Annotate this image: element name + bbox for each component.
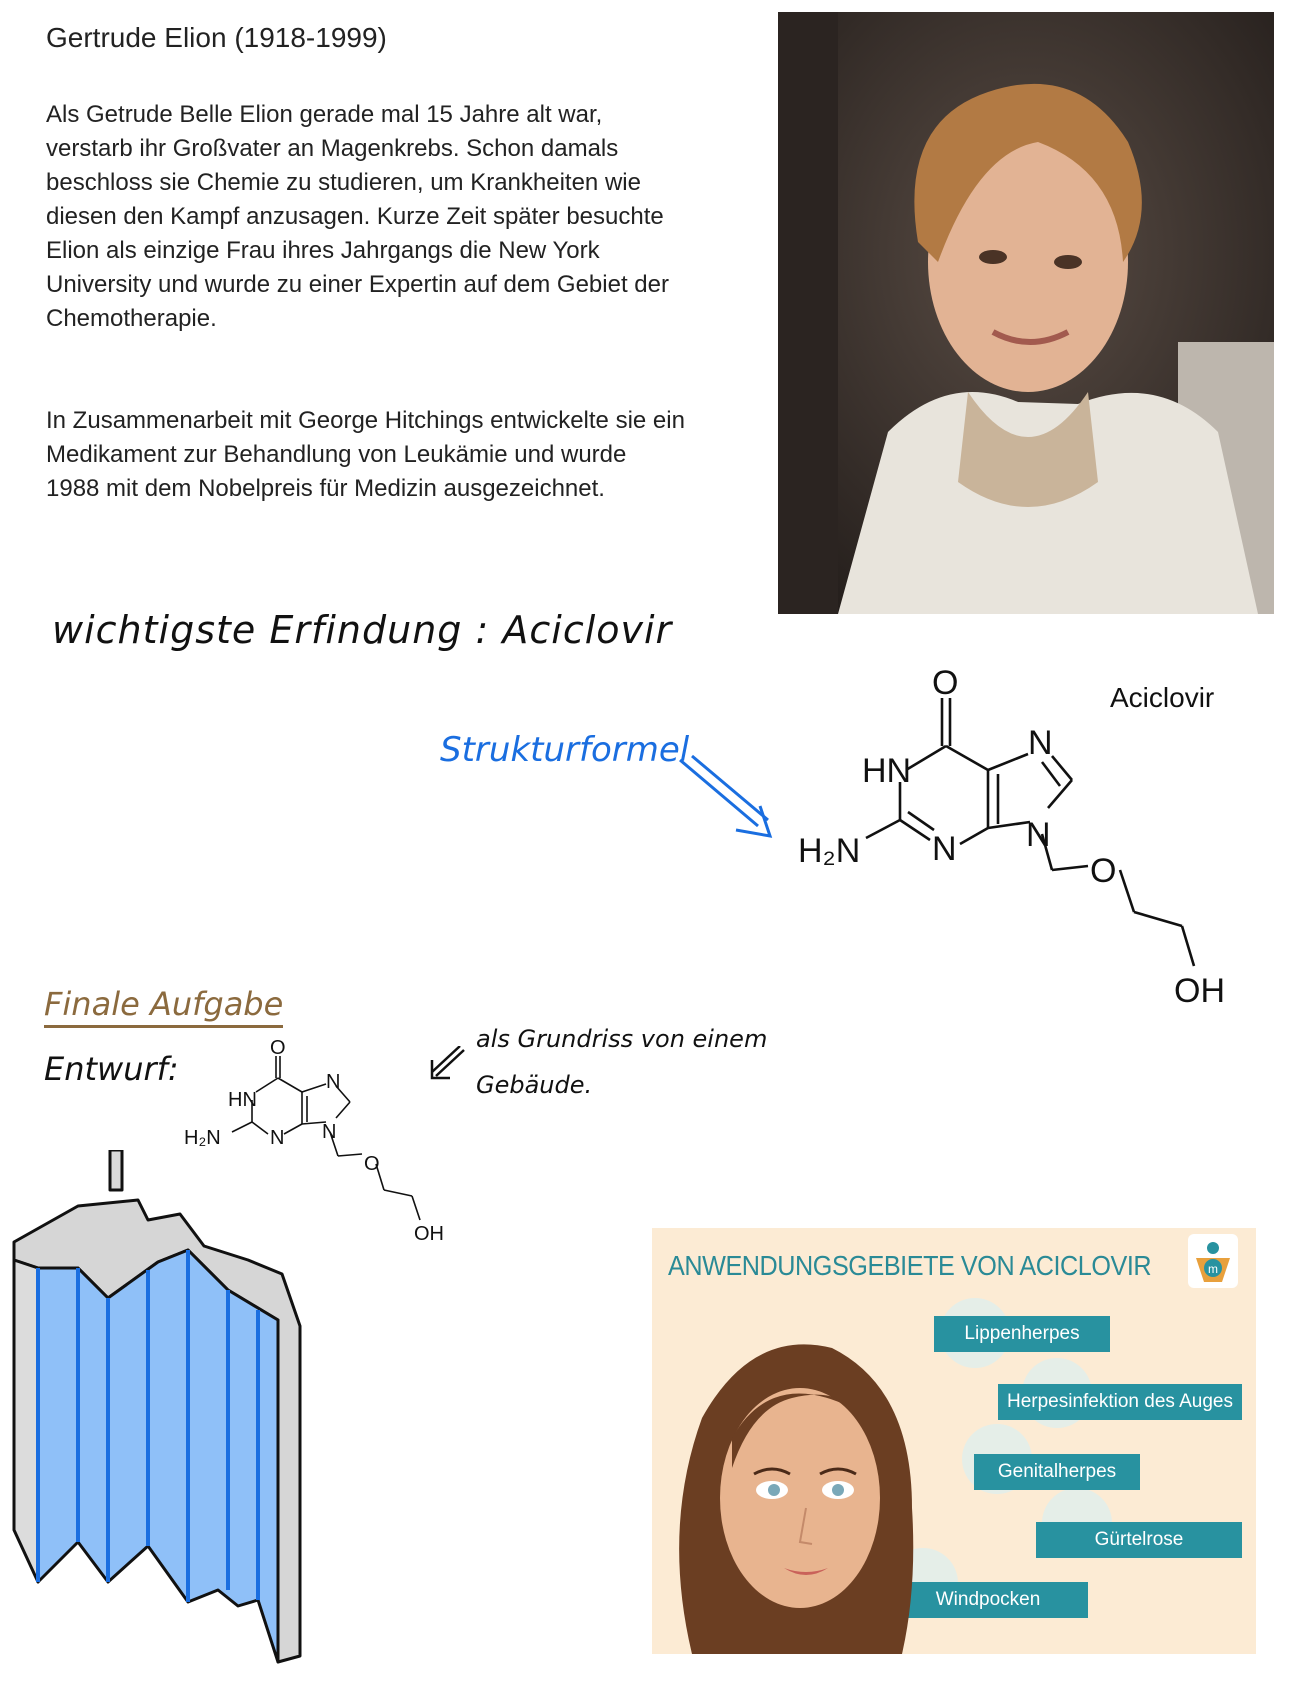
face-illustration (662, 1328, 922, 1654)
atom-label: O (932, 670, 959, 702)
structure-note: Strukturformel (440, 730, 690, 770)
panel-title: ANWENDUNGSGEBIETE VON ACICLOVIR (668, 1250, 1152, 1281)
building-sketch (8, 1150, 338, 1680)
application-item: Lippenherpes (934, 1316, 1110, 1352)
application-item: Gürtelrose (1036, 1522, 1242, 1558)
application-item: Herpesinfektion des Auges (998, 1384, 1242, 1420)
finale-heading: Finale Aufgabe (44, 985, 283, 1028)
arrow-icon (676, 754, 776, 840)
biography-paragraph-2: In Zusammenarbeit mit George Hitchings entwickelte sie ein Medikament zur Behandlung von Leukämie und wurde 1988 mit dem Nobelpreis für Medizin ausgezeichnet. (46, 407, 685, 502)
atom-label: N (322, 1121, 337, 1143)
atom-label: N (1028, 724, 1053, 762)
atom-label: H₂N (184, 1127, 221, 1149)
biography-paragraph-1: Als Getrude Belle Elion gerade mal 15 Jahre alt war, verstarb ihr Großvater an Magenkrebs. Schon damals beschloss sie Chemie zu studieren, um Krankheiten wie diesen den Kampf anzusagen. Kurze Zeit später besuchte Elion als einzige Frau ihres Jahrgangs die New York University und wurde zu einer Expertin auf dem Gebiet der Chemotherapie. (46, 101, 669, 332)
atom-label: HN (862, 752, 912, 790)
atom-label: OH (414, 1223, 444, 1245)
application-areas-panel (652, 1228, 1256, 1654)
atom-label: N (932, 830, 957, 868)
application-item: Genitalherpes (974, 1454, 1140, 1490)
page-title: Gertrude Elion (1918-1999) (46, 22, 387, 53)
atom-label: HN (228, 1089, 257, 1111)
atom-label: N (1026, 816, 1051, 854)
atom-label: N (270, 1127, 285, 1149)
atom-label: O (1090, 852, 1117, 890)
atom-label: OH (1174, 972, 1225, 1010)
portrait-photo (778, 12, 1274, 614)
atom-label: N (326, 1071, 341, 1093)
application-item: Windpocken (888, 1582, 1088, 1618)
structural-formula (790, 670, 1270, 1050)
logo-icon (1188, 1234, 1238, 1288)
draft-label: Entwurf: (44, 1050, 179, 1088)
atom-label: O (270, 1040, 286, 1059)
invention-note: wichtigste Erfindung : Aciclovir (52, 608, 673, 652)
molecule-name: Aciclovir (1110, 682, 1215, 713)
atom-label: H₂N (798, 832, 861, 870)
svg-text:m: m (1208, 1262, 1218, 1276)
atom-label: O (364, 1153, 380, 1175)
floorplan-note: als Grundriss von einem Gebäude. (476, 1025, 768, 1099)
